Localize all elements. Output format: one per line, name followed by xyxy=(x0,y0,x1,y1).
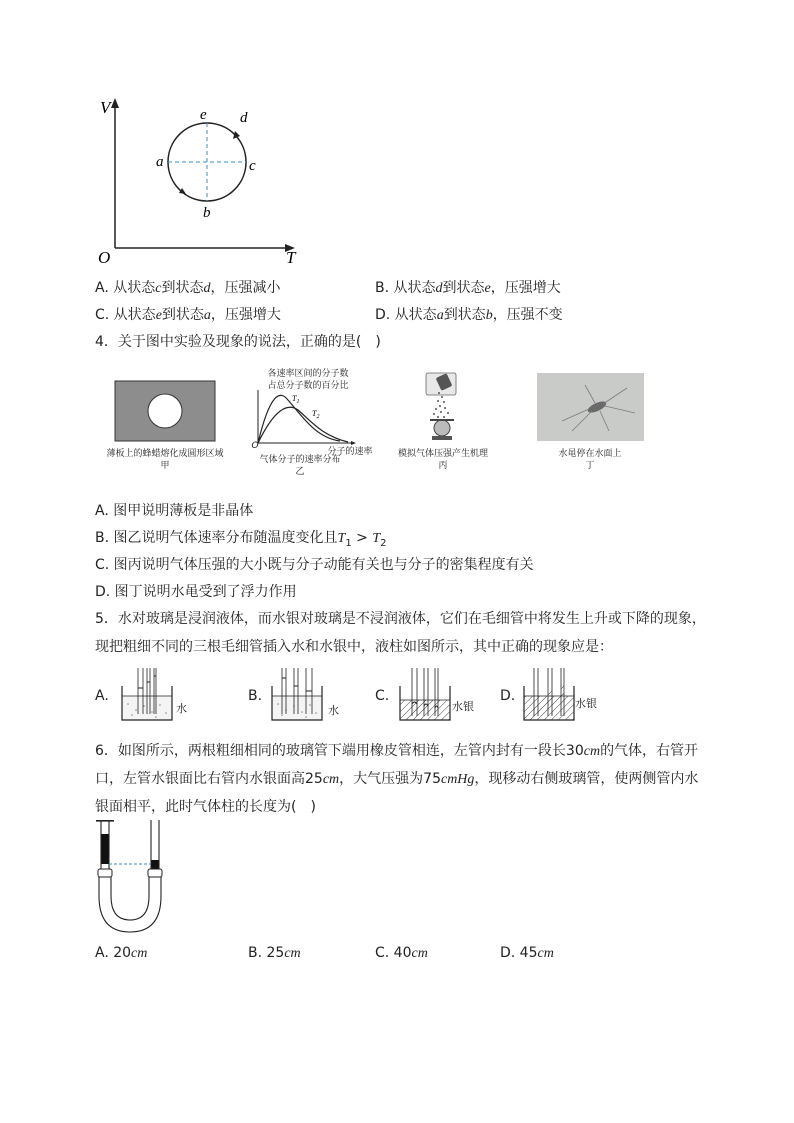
q4-option-c: C. 图丙说明气体压强的大小既与分子动能有关也与分子的密集程度有关 xyxy=(95,557,534,573)
fig-yi-label: 乙 xyxy=(295,467,305,477)
q4-option-b: B. 图乙说明气体速率分布随温度变化且$T_1 > T_2$ xyxy=(95,530,387,549)
q5-option-c-label: C. xyxy=(375,688,390,704)
u-tube-svg xyxy=(92,816,172,936)
q4-option-a: A. 图甲说明薄板是非晶体 xyxy=(95,503,254,519)
fig-jia-plate xyxy=(114,380,216,444)
point-d-label: d xyxy=(240,110,248,126)
q5-beaker-d xyxy=(520,666,580,722)
q3-option-c: C. 从状态e到状态a，压强增大 xyxy=(95,307,281,323)
point-a-label: a xyxy=(156,154,164,170)
scale-dial-icon xyxy=(434,420,450,436)
q4-option-d: D. 图丁说明水黾受到了浮力作用 xyxy=(95,584,297,600)
q5-b-liquid: 水 xyxy=(328,704,339,717)
q5-a-liquid: 水 xyxy=(176,702,187,715)
q3-option-d: D. 从状态a到状态b，压强不变 xyxy=(375,307,563,323)
q5-c-liquid: 水银 xyxy=(452,700,474,713)
q3-option-b: B. 从状态d到状态e，压强增大 xyxy=(375,280,561,296)
q6-option-c: C. 40cm xyxy=(375,945,428,961)
q5-beaker-c xyxy=(396,666,456,722)
point-e-label: e xyxy=(200,107,207,123)
fig-bing-caption: 模拟气体压强产生机理 xyxy=(397,449,488,459)
svg-text:T1: $T_1$ xyxy=(292,394,300,405)
q5-line-1: 5．水对玻璃是浸润液体，而水银对玻璃是不浸润液体，它们在毛细管中将发生上升或下降的现象， xyxy=(95,611,706,627)
left-mercury-column xyxy=(102,834,109,864)
fig-ding-photo xyxy=(537,373,644,441)
q5-beaker-a xyxy=(118,666,178,722)
q5-line-2: 现把粗细不同的三根毛细管插入水和水银中，液柱如图所示，其中正确的现象应是： xyxy=(95,639,613,655)
q4-stem: 4．关于图中实验及现象的说法，正确的是( ) xyxy=(95,334,381,350)
fig-ding xyxy=(537,373,644,441)
fig-jia-label: 甲 xyxy=(160,461,170,471)
curve-t2 xyxy=(258,407,348,443)
q6-option-a: A. 20cm xyxy=(95,945,148,961)
fig-bing-svg xyxy=(420,371,464,441)
beaker-c-svg xyxy=(396,666,456,722)
fig-yi-svg xyxy=(250,388,360,446)
beaker-b-svg xyxy=(268,666,328,722)
axis-v-label: V xyxy=(100,98,111,117)
q5-beaker-b xyxy=(268,666,328,722)
v-axis-arrow-icon xyxy=(111,98,119,108)
q6-option-d: D. 45cm xyxy=(500,945,554,961)
vt-diagram-svg xyxy=(90,95,310,265)
point-c-label: c xyxy=(249,158,256,174)
fig-yi-title-1: 各速率区间的分子数 xyxy=(267,369,349,379)
axis-t-label: T xyxy=(286,248,296,265)
fig-yi xyxy=(250,388,360,446)
origin-label: O xyxy=(98,248,111,265)
fig-bing-label: 丙 xyxy=(438,461,448,471)
fig-ding-caption: 水黾停在水面上 xyxy=(558,449,622,459)
fig-bing xyxy=(420,371,464,441)
right-rubber-joint xyxy=(148,869,162,877)
beaker-a-svg xyxy=(118,666,178,722)
q6-line-2: 口，左管水银面比右管内水银面高25cm，大气压强为75cmHg，现移动右侧玻璃管，使两侧管内水 xyxy=(95,771,699,787)
fig-yi-origin: O xyxy=(251,441,259,451)
fig-yi-title-2: 占总分子数的百分比 xyxy=(267,381,349,391)
q5-option-b-label: B. xyxy=(248,688,263,704)
beaker-d-svg xyxy=(520,666,580,722)
q5-option-d-label: D. xyxy=(500,688,516,704)
q6-line-1: 6．如图所示，两根粗细相同的玻璃管下端用橡皮管相连，左管内封有一段长30cm的气体，右管开 xyxy=(95,743,699,759)
fig-yi-caption: 气体分子的速率分布 xyxy=(259,455,341,465)
q5-option-a-label: A. xyxy=(95,688,109,704)
svg-text:T2: $T_2$ xyxy=(312,409,320,420)
fig-ding-label: 丁 xyxy=(585,461,595,471)
point-b-label: b xyxy=(203,205,211,221)
q3-option-a: A. 从状态c到状态d，压强减小 xyxy=(95,280,281,296)
left-rubber-joint xyxy=(98,869,112,877)
fig-jia xyxy=(114,380,216,455)
fig-yi-xlabel: 分子的速率 xyxy=(327,447,373,457)
falling-beads xyxy=(433,392,449,418)
fig-jia-caption: 薄板上的蜂蜡熔化成圆形区域 xyxy=(106,449,224,459)
q6-option-b: B. 25cm xyxy=(248,945,301,961)
q6-line-3: 银面相平，此时气体柱的长度为( ) xyxy=(95,799,316,815)
melted-circle xyxy=(148,394,182,428)
q5-d-liquid: 水银 xyxy=(575,697,597,710)
arrow-top-right-icon xyxy=(233,131,240,139)
u-tube-figure xyxy=(92,816,172,936)
vt-diagram xyxy=(90,95,310,265)
